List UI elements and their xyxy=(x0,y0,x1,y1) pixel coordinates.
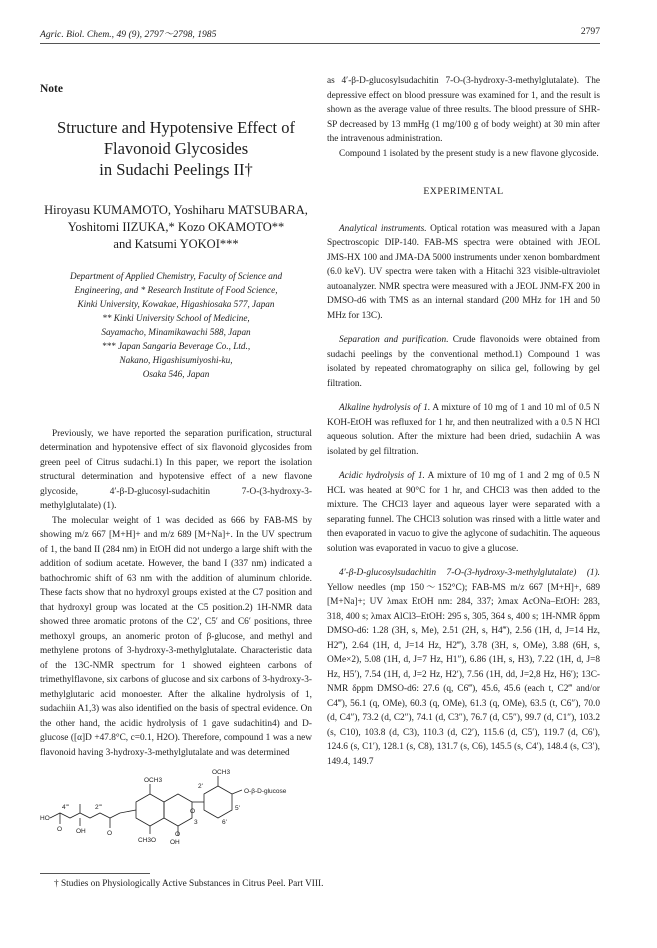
label-glucose: O-β-D-glucose xyxy=(244,788,287,795)
label-p3: 3 xyxy=(194,819,198,826)
footnote-rule xyxy=(40,873,150,874)
ring-b xyxy=(204,786,232,818)
label-p2: 2' xyxy=(198,783,203,790)
label-och3-top: OCH3 xyxy=(212,769,231,776)
affiliation-line: ** Kinki University School of Medicine, xyxy=(102,312,250,323)
glucosyl-bond xyxy=(232,790,242,794)
paragraph-text: A mixture of 10 mg of 1 and 2 mg of 0.5 N HCL was heated at 90°C for 1 hr, and CHCl3 was then added to the mixture. The CHCl3 layer and aqueous layer were separated with a separating funnel. The CHCl3 solution was rinsed with a little water and then evaporated in vacuo to give the aglycone of sudachitin. The aqueous solution was evaporated in vacuo to give a glucose. xyxy=(327,471,601,554)
article-title xyxy=(40,117,312,180)
structure-svg xyxy=(40,766,312,848)
ester-link-bond xyxy=(120,810,136,813)
paragraph-lead: Separation and purification. xyxy=(339,335,449,345)
experimental-paragraph xyxy=(327,333,600,391)
side-chain-bond xyxy=(50,813,120,818)
paragraph-lead: 4′-β-D-glucosylsudachitin 7-O-(3-hydroxy-3-methylglutalate) (1). xyxy=(339,568,600,578)
label-c4: 4"' xyxy=(62,804,70,811)
ring-c xyxy=(164,794,192,826)
paragraph-text: Crude flavonoids were obtained from sudachi peelings by the conventional method.1) Compound 1 was isolated by repeated chromatography on silica gel, following by gel filtration. xyxy=(327,335,600,389)
left-column xyxy=(40,82,312,848)
results-paragraph: The molecular weight of 1 was decided as 666 by FAB-MS by showing m/z 667 [M+H]+ and m/z 689 [M+Na]+. In the UV spectrum of 1, the band II (284 nm) in EtOH did not undergo a large shift with the addition of sodium acetate. However, the band I (337 nm) indicated a bathochromic shift of 63 nm with the addition of aluminum chloride. These facts show that no hydroxyl groups existed at the C7 position and that hydroxyl group was located at the C5 position.2) 1H-NMR data showed three aromatic protons of the C2′, C5′ and C6′ positions, three methoxyl groups, an anomeric proton of β-glucose, and methyl and methylene protons of 3-hydroxy-3-methylglutalate. Characteristic data of the 13C-NMR spectrum for 1 showed eighteen carbons of trimethylflavone, six carbons of glucose and six carbons of 3-hydroxy-3-methylglutaric acid monoester. After the alkaline hydrolysis of 1, sudachiin A1,3) was also identified on the basis of spectral evidence. On the other hand, the acidic hydrolysis of 1 gave sudachitin4) and D-glucose ([α]D +47.8°C, c=0.1, H2O). Therefore, compound 1 was a new flavonoid having 3-hydroxy-3-methylglutalate and was determined xyxy=(40,515,312,758)
journal-citation: Agric. Biol. Chem., 49 (9), 2797～2798, 1985 xyxy=(40,29,217,40)
paragraph-lead: Acidic hydrolysis of 1. xyxy=(339,471,425,481)
right-column xyxy=(327,74,600,769)
affiliation-line: Nakano, Higashisumiyoshi-ku, xyxy=(119,354,233,365)
affiliation-line: Engineering, and * Research Institute of Food Science, xyxy=(74,284,278,295)
author-line: Hiroyasu KUMAMOTO, Yoshiharu MATSUBARA, xyxy=(44,202,308,217)
label-p6: 6' xyxy=(222,819,227,826)
label-o2: O xyxy=(107,830,113,837)
label-o-ring: O xyxy=(190,808,196,815)
continued-paragraph: as 4′-β-D-glucosylsudachitin 7-O-(3-hydroxy-3-methylglutalate). The depressive effect on blood pressure was examined for 1, and the result is shown as the average value of three results. The blood pressure of SHR-SP decreased by 13 mmHg (1 mg/100 g of body weight) at 30 min after the intravenous administration. xyxy=(327,76,600,144)
conclusion-paragraph: Compound 1 isolated by the present study is a new flavone glycoside. xyxy=(339,148,599,159)
intro-paragraph: Previously, we have reported the separation purification, structural determination and hypotensive effect of six flavonoid glycosides from green peel of Citrus sudachi.1) In this paper, we report the isolation structural determination and hypotensive effect of a new flavone glycoside, 4′-β-D-glucosyl-sudachitin 7-O-(3-hydroxy-3-methylglutalate) (1). xyxy=(40,428,312,511)
affiliation-line: Osaka 546, Japan xyxy=(142,368,210,379)
experimental-paragraph xyxy=(327,566,600,769)
label-oh-chain: OH xyxy=(76,828,86,835)
affiliations xyxy=(40,269,312,381)
running-head xyxy=(40,26,600,40)
footnote: † Studies on Physiologically Active Substances in Citrus Peel. Part VIII. xyxy=(54,879,324,889)
paragraph-text: A mixture of 10 mg of 1 and 10 ml of 0.5 N KOH-EtOH was refluxed for 1 hr, and then neutralized with a 0.5 N HCl aqueous solution. After the mixture had been dried, sudachiin A was isolated by gel filtration. xyxy=(327,403,601,457)
paragraph-text: Optical rotation was measured with a Japan Spectroscopic DIP-140. FAB-MS spectra were obtained with JEOL JMS-HX 100 and JMA-DA 5000 instruments under xenon bombardment (6.0 keV). UV spectra were taken with a Hitachi 323 visible-ultraviolet autoanalyzer. NMR spectra were measured with a JEOL JNM-FX 200 in DMSO-d6 with TMS as an internal standard (200 MHz for 1H and 50 MHz for 13C). xyxy=(327,223,601,321)
label-o1: O xyxy=(57,826,63,833)
affiliation-line: Department of Applied Chemistry, Faculty of Science and xyxy=(69,270,283,281)
label-oh-ring: OH xyxy=(170,839,180,846)
note-label: Note xyxy=(40,83,63,95)
page-number: 2797 xyxy=(580,26,600,37)
affiliation-line: Sayamacho, Minamikawachi 588, Japan xyxy=(101,326,251,337)
author-list xyxy=(40,202,312,253)
title-line: Flavonoid Glycosides xyxy=(103,138,249,158)
paragraph-lead: Alkaline hydrolysis of 1. xyxy=(339,403,431,413)
label-p5: 5' xyxy=(235,805,240,812)
header-rule xyxy=(40,43,600,44)
ring-a xyxy=(136,794,164,826)
label-och3-left: OCH3 xyxy=(144,777,163,784)
label-o3: O xyxy=(175,831,181,838)
affiliation-line: Kinki University, Kowakae, Higashiosaka 577, Japan xyxy=(77,298,275,309)
title-line: in Sudachi Peelings II† xyxy=(99,159,253,179)
experimental-paragraph xyxy=(327,222,600,324)
title-line: Structure and Hypotensive Effect of xyxy=(57,117,295,137)
author-line: and Katsumi YOKOI*** xyxy=(113,236,239,251)
experimental-paragraph xyxy=(327,401,600,459)
paragraph-text: Yellow needles (mp 150～152°C); FAB-MS m/z 667 [M+H]+, 689 [M+Na]+; UV λmax EtOH nm: 284, 337; λmax AcONa–EtOH: 283, 318, 400 s; λmax AlCl3–EtOH: 295 s, 305, 364 s, 400 s; 1H-NMR δppm DMSO-d6: 1.28 (3H, s, Me), 2.51 (2H, s, H4‴), 2.56 (1H, d, J=14 Hz, H2‴), 2.64 (1H, d, J=14 Hz, H2‴), 3.78 (3H, s, OMe), 3.88 (6H, s, OMe×2), 5.08 (1H, d, J=7 Hz, H1″), 6.86 (1H, s, H3), 7.22 (1H, d, J=8 Hz, H5′), 7.54 (1H, d, J=2 Hz, H2′), 7.56 (1H, dd, J=2,8 Hz, H6′); 13C-NMR δppm DMSO-d6: 27.6 (q, C6‴), 45.6, 45.6 (each t, C2‴ and/or C4‴), 56.1 (q, OMe), 60.3 (q, OMe), 61.3 (q, OMe), 63.5 (t, C6″), 70.0 (d, C4″), 73.2 (d, C2″), 74.1 (d, C3″), 76.7 (d, C5″), 99.7 (d, C1″), 103.2 (s, C10), 103.8 (d, C3), 110.3 (d, C2′), 115.6 (d, C5′), 119.7 (d, C6′), 124.6 (s, C1′), 128.1 (s, C8), 131.7 (s, C6), 145.5 (s, C4′), 148.4 (s, C3′), 149.4, 149.7 xyxy=(327,582,600,767)
experimental-heading: EXPERIMENTAL xyxy=(423,186,504,197)
experimental-paragraph xyxy=(327,469,600,556)
affiliation-line: *** Japan Sangaria Beverage Co., Ltd., xyxy=(101,340,251,351)
author-line: Yoshitomi IIZUKA,* Kozo OKAMOTO** xyxy=(67,219,285,234)
chemical-structure-diagram xyxy=(40,766,312,848)
paragraph-lead: Analytical instruments. xyxy=(339,223,427,234)
label-c2: 2"' xyxy=(95,804,103,811)
label-ho: HO xyxy=(40,815,50,822)
label-ch3o: CH3O xyxy=(138,837,157,844)
